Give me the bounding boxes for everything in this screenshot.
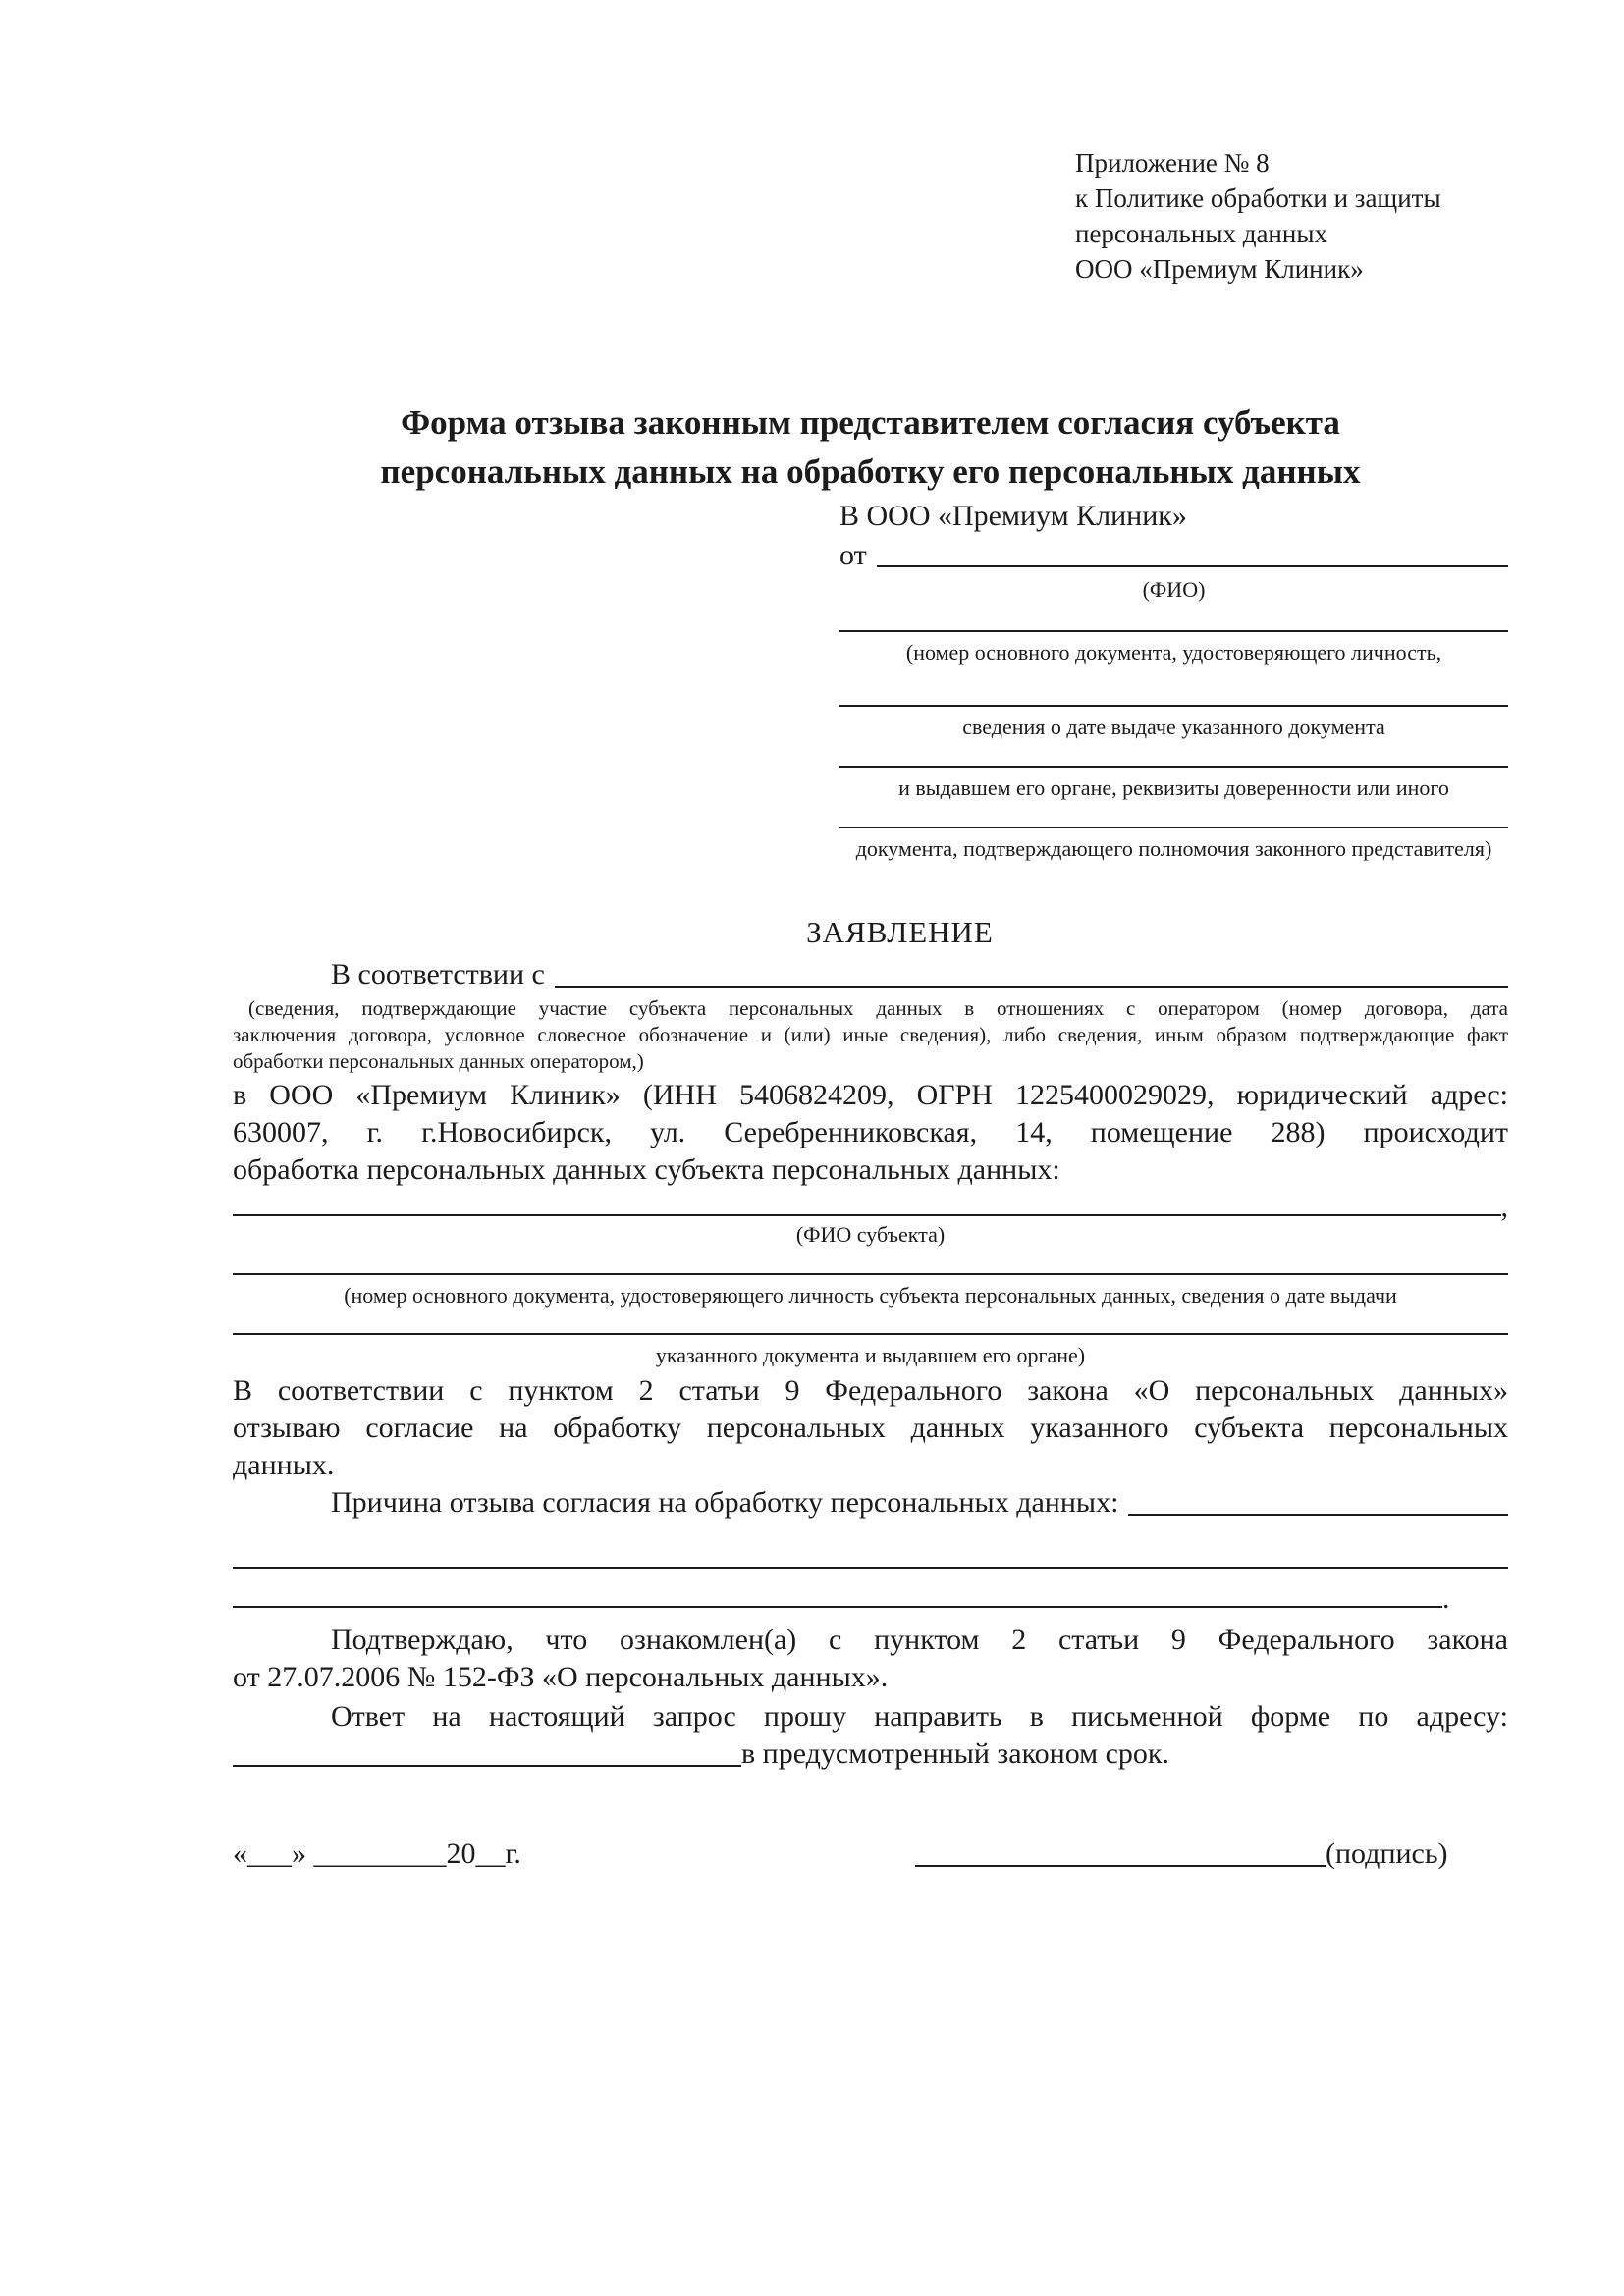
appendix-line: ООО «Премиум Клиник» <box>1075 254 1364 284</box>
withdrawal-line: данных. <box>233 1449 335 1481</box>
operator-line: в ООО «Премиум Клиник» (ИНН 5406824209, ОГРН 1225400029029, юридический адрес: <box>233 1079 1508 1111</box>
date-template: «___» _________20__г. <box>233 1838 521 1870</box>
confirmation-line: Подтверждаю, что ознакомлен(а) с пунктом 2 статьи 9 Федерального закона <box>331 1624 1508 1656</box>
reason-blank-line-2 <box>233 1567 1508 1569</box>
accordance-row <box>233 956 1508 993</box>
from-row <box>839 538 1508 573</box>
reason-blank-line-3-row <box>233 1584 1508 1614</box>
from-label: от <box>839 539 867 571</box>
appendix-line: Приложение № 8 <box>1075 148 1270 178</box>
authority-document-caption: документа, подтверждающего полномочия законного представителя) <box>855 836 1492 861</box>
issuing-authority-blank-line <box>839 766 1508 768</box>
subject-authority-blank-line <box>233 1333 1508 1335</box>
issuing-authority-caption: и выдавшем его органе, реквизиты доверенности или иного <box>898 775 1449 800</box>
signature-group <box>915 1836 1508 1873</box>
fio-caption: (ФИО) <box>1142 577 1206 602</box>
reply-line-tail: в предусмотренный законом срок. <box>741 1737 1169 1770</box>
subject-fio-row <box>233 1193 1508 1222</box>
signature-blank-line <box>915 1865 1326 1867</box>
appendix-line: к Политике обработки и защиты <box>1075 184 1441 213</box>
subject-authority-caption: указанного документа и выдавшем его органе) <box>655 1343 1086 1367</box>
addressee-organization: В ООО «Премиум Клиник» <box>839 500 1187 532</box>
signature-caption: (подпись) <box>1326 1838 1448 1870</box>
operator-paragraph <box>233 1077 1508 1189</box>
document-number-caption: (номер основного документа, удостоверяющего личность, <box>905 640 1442 665</box>
period-mark: . <box>1442 1582 1450 1615</box>
appendix-block <box>1075 145 1508 287</box>
reason-label: Причина отзыва согласия на обработку персональных данных: <box>331 1486 1119 1519</box>
statement-heading: ЗАЯВЛЕНИЕ <box>806 915 994 949</box>
reply-line: Ответ на настоящий запрос прошу направить в письменной форме по адресу: <box>331 1700 1508 1733</box>
confirmation-line: от 27.07.2006 № 152-ФЗ «О персональных данных». <box>233 1661 889 1693</box>
issue-date-caption: сведения о дате выдаче указанного документа <box>962 715 1385 739</box>
accordance-label: В соответствии с <box>331 958 545 990</box>
document-title <box>233 399 1508 497</box>
authority-document-blank-line <box>839 827 1508 828</box>
withdrawal-paragraph <box>233 1372 1508 1484</box>
reply-paragraph <box>233 1698 1508 1773</box>
addressee-block <box>839 497 1508 862</box>
withdrawal-line: В соответствии с пунктом 2 статьи 9 Федерального закона «О персональных данных» <box>233 1374 1508 1407</box>
subject-fio-comma: , <box>1500 1191 1508 1223</box>
accordance-blank-line <box>555 986 1508 988</box>
fine-print-paragraph <box>233 995 1508 1075</box>
reason-blank-line <box>1128 1514 1508 1516</box>
reason-blank-line-3 <box>233 1606 1442 1608</box>
document-number-blank-line <box>839 630 1508 632</box>
confirmation-paragraph <box>233 1622 1508 1696</box>
withdrawal-line: отзываю согласие на обработку персональных данных указанного субъекта персональных <box>233 1412 1508 1444</box>
reply-address-row <box>233 1735 1508 1773</box>
issue-date-blank-line <box>839 705 1508 707</box>
subject-fio-blank-line <box>233 1214 1501 1216</box>
subject-document-caption: (номер основного документа, удостоверяющего личность субъекта персональных данных, сведения о дате выдачи <box>344 1283 1397 1308</box>
representative-name-blank-line <box>877 565 1508 567</box>
date-signature-row <box>233 1836 1508 1873</box>
subject-document-blank-line <box>233 1273 1508 1275</box>
fine-print-line: заключения договора, условное словесное обозначение и (или) иные сведения), либо сведения, иным образом подтверждающие факт <box>233 1023 1508 1046</box>
reason-row <box>233 1484 1508 1522</box>
title-line: Форма отзыва законным представителем согласия субъекта <box>401 403 1340 442</box>
subject-fio-caption: (ФИО субъекта) <box>795 1222 946 1247</box>
fine-print-line: обработки персональных данных оператором,) <box>233 1049 644 1073</box>
reply-address-blank-line <box>233 1765 741 1767</box>
operator-line: 630007, г. г.Новосибирск, ул. Серебренниковская, 14, помещение 288) происходит <box>233 1116 1508 1148</box>
operator-line: обработка персональных данных субъекта персональных данных: <box>233 1153 1060 1186</box>
title-line: персональных данных на обработку его персональных данных <box>380 453 1361 491</box>
appendix-line: персональных данных <box>1075 219 1327 248</box>
fine-print-line: (сведения, подтверждающие участие субъекта персональных данных в отношениях с оператором (номер договора, дата <box>248 996 1508 1020</box>
